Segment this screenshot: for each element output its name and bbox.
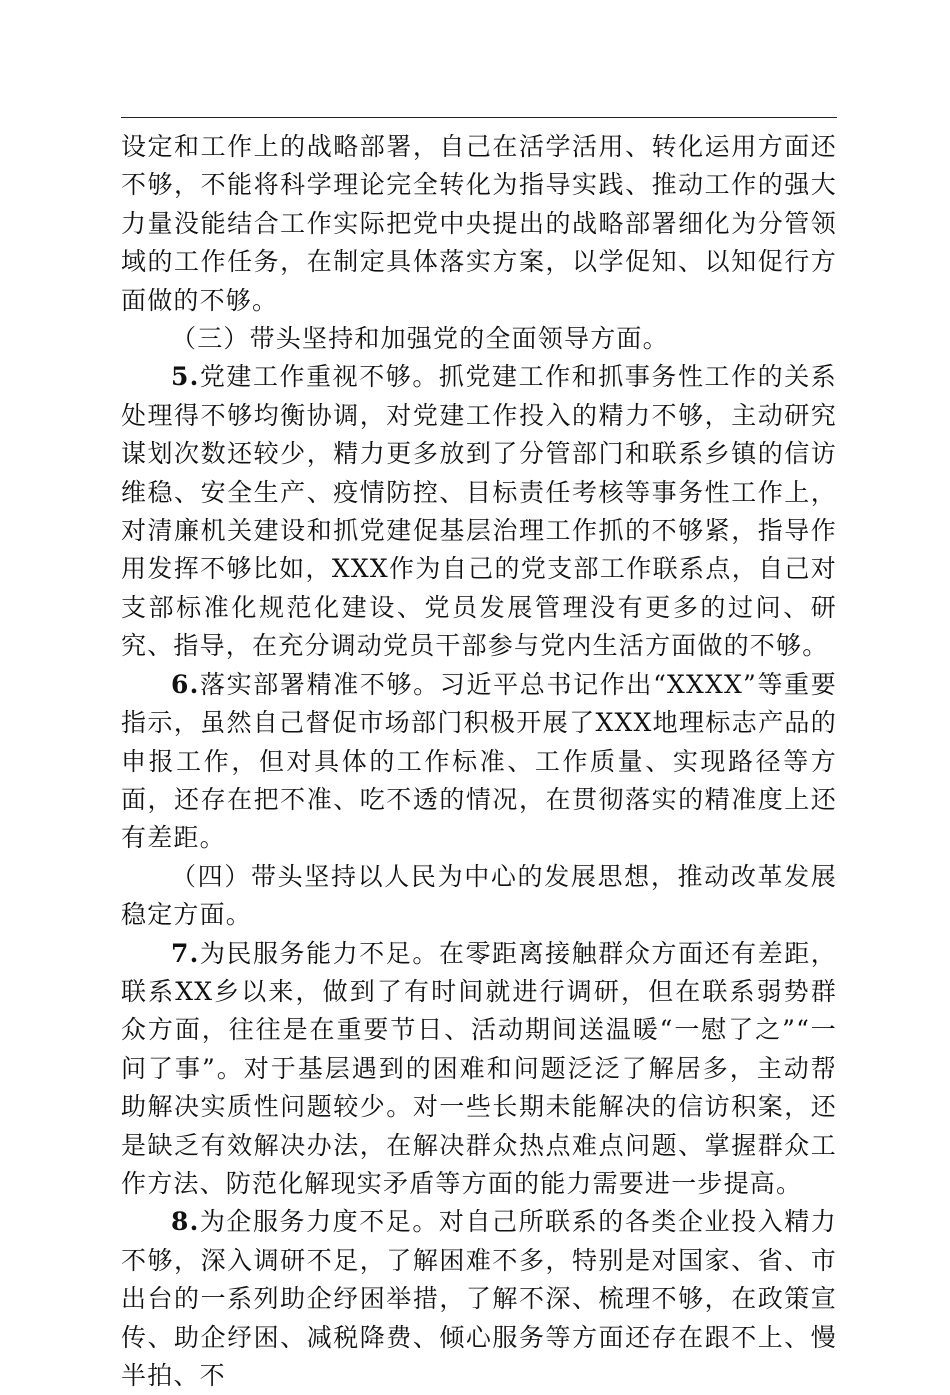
item-7-paragraph <box>121 935 837 1204</box>
paragraph-text: 设定和工作上的战略部署，自己在活学活用、转化运用方面还不够，不能将科学理论完全转化为指导实践、推动工作的强大力量没能结合工作实际把党中央提出的战略部署细化为分管领域的工作任务，在制定具体落实方案，以学促知、以知促行方面做的不够。 <box>121 132 837 315</box>
item-number: 5. <box>171 362 200 392</box>
paragraph-continuation <box>121 128 837 320</box>
item-number: 7. <box>171 938 200 968</box>
item-8-paragraph <box>121 1203 837 1395</box>
item-number: 8. <box>171 1207 200 1237</box>
header-rule <box>121 117 837 118</box>
heading-text: （三）带头坚持和加强党的全面领导方面。 <box>171 324 669 354</box>
paragraph-text: 落实部署精准不够。习近平总书记作出“XXXX”等重要指示，虽然自己督促市场部门积极开展了XXX地理标志产品的申报工作，但对具体的工作标准、工作质量、实现路径等方面，还存在把不准、吃不透的情况，在贯彻落实的精准度上还有差距。 <box>121 669 837 853</box>
section-heading-3 <box>121 320 837 358</box>
paragraph-text: 为民服务能力不足。在零距离接触群众方面还有差距，联系XX乡以来，做到了有时间就进行调研，但在联系弱势群众方面，往往是在重要节日、活动期间送温暖“一慰了之”“一问了事”。对于基层遇到的困难和问题泛泛了解居多，主动帮助解决实质性问题较少。对一些长期未能解决的信访积案，还是缺乏有效解决办法，在解决群众热点难点问题、掌握群众工作方法、防范化解现实矛盾等方面的能力需要进一步提高。 <box>121 938 837 1198</box>
item-6-paragraph <box>121 666 837 858</box>
paragraph-text: 党建工作重视不够。抓党建工作和抓事务性工作的关系处理得不够均衡协调，对党建工作投入的精力不够，主动研究谋划次数还较少，精力更多放到了分管部门和联系乡镇的信访维稳、安全生产、疫情防控、目标责任考核等事务性工作上，对清廉机关建设和抓党建促基层治理工作抓的不够紧，指导作用发挥不够比如，XXX作为自己的党支部工作联系点，自己对支部标准化规范化建设、党员发展管理没有更多的过问、研究、指导，在充分调动党员干部参与党内生活方面做的不够。 <box>121 362 837 661</box>
document-body <box>121 128 837 1395</box>
paragraph-text: 为企服务力度不足。对自己所联系的各类企业投入精力不够，深入调研不足，了解困难不多，特别是对国家、省、市出台的一系列助企纾困举措，了解不深、梳理不够，在政策宣传、助企纾困、减税降费、倾心服务等方面还存在跟不上、慢半拍、不 <box>121 1207 837 1390</box>
section-heading-4 <box>121 858 837 935</box>
item-5-paragraph <box>121 358 837 665</box>
heading-text: （四）带头坚持以人民为中心的发展思想，推动改革发展稳定方面。 <box>121 861 837 930</box>
item-number: 6. <box>171 669 200 699</box>
